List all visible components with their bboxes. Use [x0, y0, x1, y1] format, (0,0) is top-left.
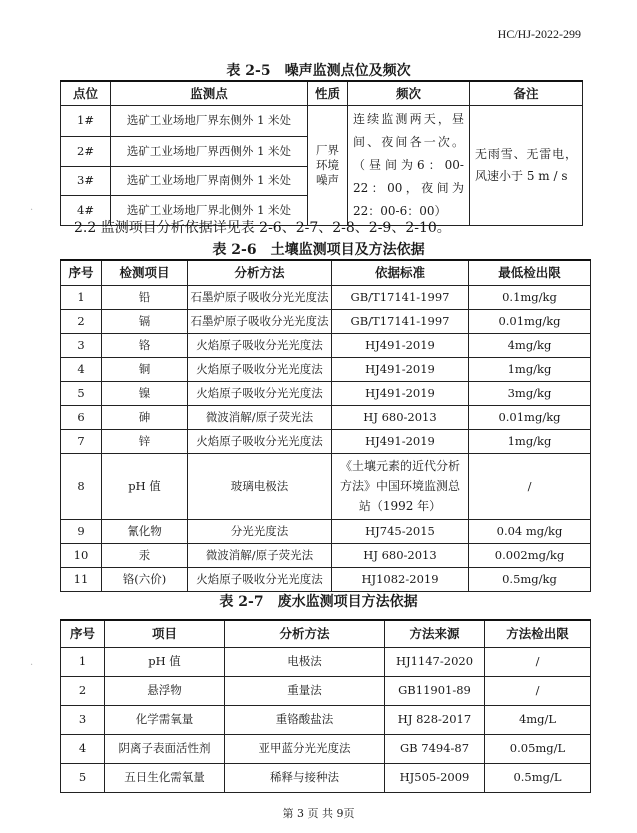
row-standard: HJ1082-2019	[332, 567, 469, 591]
point-id: 4#	[61, 196, 111, 225]
frequency-cell: 连续监测两天，昼间、夜间各一次。（昼间为6：00-22：00，夜间为22：00-6：00）	[348, 105, 470, 225]
scan-artifact: ·	[30, 205, 34, 216]
row-standard: HJ 680-2013	[332, 405, 469, 429]
row-item: 五日生化需氧量	[105, 763, 225, 792]
row-method: 石墨炉原子吸收分光光度法	[188, 309, 332, 333]
row-serial: 10	[61, 543, 102, 567]
point-id: 3#	[61, 166, 111, 195]
header-serial: 序号	[61, 620, 105, 647]
row-item: 化学需氧量	[105, 705, 225, 734]
header-detection-limit: 方法检出限	[485, 620, 591, 647]
row-method: 分光光度法	[188, 519, 332, 543]
section-paragraph: 2.2 监测项目分析依据详见表 2-6、2-7、2-8、2-9、2-10。	[74, 220, 451, 236]
nature-cell: 厂界环境噪声	[308, 105, 348, 225]
table-row	[61, 105, 583, 137]
row-limit: 0.002mg/kg	[469, 543, 591, 567]
row-serial: 6	[61, 405, 102, 429]
remark-cell: 无雨雪、无雷电，风速小于 5 m / s	[470, 105, 583, 225]
row-method: 微波消解/原子荧光法	[188, 543, 332, 567]
table-row	[61, 734, 591, 763]
row-limit: 1mg/kg	[469, 429, 591, 453]
header-remark: 备注	[470, 81, 583, 105]
row-serial: 3	[61, 333, 102, 357]
row-limit: 1mg/kg	[469, 357, 591, 381]
row-standard: HJ491-2019	[332, 333, 469, 357]
row-limit: 0.1mg/kg	[469, 285, 591, 309]
row-limit: 3mg/kg	[469, 381, 591, 405]
row-method: 电极法	[225, 647, 385, 676]
table-row	[61, 381, 591, 405]
row-item: 铬	[102, 333, 188, 357]
row-limit: 0.05mg/L	[485, 734, 591, 763]
header-standard: 依据标准	[332, 260, 469, 285]
row-serial: 3	[61, 705, 105, 734]
table-row	[61, 429, 591, 453]
point-location: 选矿工业场地厂界南侧外 1 米处	[111, 166, 308, 195]
row-item: 阴离子表面活性剂	[105, 734, 225, 763]
header-method: 分析方法	[188, 260, 332, 285]
table-2-5-caption: 表 2-5 噪声监测点位及频次	[226, 63, 411, 79]
row-standard: GB/T17141-1997	[332, 285, 469, 309]
header-frequency: 频次	[348, 81, 470, 105]
page-footer: 第 3 页 共 9页	[282, 807, 355, 820]
table-row	[61, 676, 591, 705]
row-limit: /	[469, 453, 591, 519]
row-serial: 7	[61, 429, 102, 453]
header-item: 检测项目	[102, 260, 188, 285]
row-item: 铜	[102, 357, 188, 381]
row-standard: HJ491-2019	[332, 357, 469, 381]
row-item: 铬(六价)	[102, 567, 188, 591]
row-method: 火焰原子吸收分光光度法	[188, 381, 332, 405]
header-method: 分析方法	[225, 620, 385, 647]
header-monitoring-point: 监测点	[111, 81, 308, 105]
row-source: HJ1147-2020	[385, 647, 485, 676]
row-method: 火焰原子吸收分光光度法	[188, 333, 332, 357]
row-limit: 0.5mg/kg	[469, 567, 591, 591]
row-limit: 0.01mg/kg	[469, 309, 591, 333]
row-method: 玻璃电极法	[188, 453, 332, 519]
row-method: 石墨炉原子吸收分光光度法	[188, 285, 332, 309]
row-method: 火焰原子吸收分光光度法	[188, 357, 332, 381]
row-standard: 《土壤元素的近代分析方法》中国环境监测总站（1992 年）	[332, 453, 469, 519]
header-detection-limit: 最低检出限	[469, 260, 591, 285]
row-item: pH 值	[102, 453, 188, 519]
header-serial: 序号	[61, 260, 102, 285]
header-nature: 性质	[308, 81, 348, 105]
wastewater-monitoring-table	[60, 619, 591, 793]
row-limit: 0.04 mg/kg	[469, 519, 591, 543]
row-serial: 1	[61, 285, 102, 309]
document-code: HC/HJ-2022-299	[497, 27, 581, 41]
header-source: 方法来源	[385, 620, 485, 647]
row-serial: 9	[61, 519, 102, 543]
row-serial: 4	[61, 734, 105, 763]
scan-artifact: ·	[30, 660, 34, 671]
point-id: 1#	[61, 105, 111, 137]
table-row	[61, 333, 591, 357]
row-source: GB 7494-87	[385, 734, 485, 763]
table-row	[61, 705, 591, 734]
row-limit: 0.01mg/kg	[469, 405, 591, 429]
row-serial: 2	[61, 309, 102, 333]
row-limit: 0.5mg/L	[485, 763, 591, 792]
row-limit: 4mg/kg	[469, 333, 591, 357]
table-row	[61, 567, 591, 591]
row-item: 氰化物	[102, 519, 188, 543]
table-row	[61, 453, 591, 519]
point-id: 2#	[61, 137, 111, 166]
row-source: GB11901-89	[385, 676, 485, 705]
row-standard: HJ 680-2013	[332, 543, 469, 567]
row-item: 镍	[102, 381, 188, 405]
row-method: 稀释与接种法	[225, 763, 385, 792]
soil-monitoring-table	[60, 259, 591, 592]
row-serial: 8	[61, 453, 102, 519]
row-limit: /	[485, 676, 591, 705]
row-method: 火焰原子吸收分光光度法	[188, 567, 332, 591]
row-item: pH 值	[105, 647, 225, 676]
table-row	[61, 543, 591, 567]
row-serial: 11	[61, 567, 102, 591]
row-method: 重铬酸盐法	[225, 705, 385, 734]
row-serial: 2	[61, 676, 105, 705]
row-item: 砷	[102, 405, 188, 429]
row-standard: HJ491-2019	[332, 381, 469, 405]
row-standard: HJ745-2015	[332, 519, 469, 543]
row-method: 微波消解/原子荧光法	[188, 405, 332, 429]
row-serial: 5	[61, 381, 102, 405]
row-source: HJ 828-2017	[385, 705, 485, 734]
row-standard: GB/T17141-1997	[332, 309, 469, 333]
row-serial: 1	[61, 647, 105, 676]
table-row	[61, 309, 591, 333]
noise-monitoring-table	[60, 80, 583, 226]
row-method: 火焰原子吸收分光光度法	[188, 429, 332, 453]
row-source: HJ505-2009	[385, 763, 485, 792]
table-2-7-caption: 表 2-7 废水监测项目方法依据	[219, 594, 418, 610]
table-2-6-caption: 表 2-6 土壤监测项目及方法依据	[212, 242, 425, 258]
row-serial: 5	[61, 763, 105, 792]
row-standard: HJ491-2019	[332, 429, 469, 453]
row-limit: 4mg/L	[485, 705, 591, 734]
table-row	[61, 285, 591, 309]
table-row	[61, 357, 591, 381]
row-item: 悬浮物	[105, 676, 225, 705]
row-item: 镉	[102, 309, 188, 333]
row-item: 铅	[102, 285, 188, 309]
row-method: 重量法	[225, 676, 385, 705]
row-item: 汞	[102, 543, 188, 567]
header-item: 项目	[105, 620, 225, 647]
table-row	[61, 519, 591, 543]
point-location: 选矿工业场地厂界北侧外 1 米处	[111, 196, 308, 225]
point-location: 选矿工业场地厂界西侧外 1 米处	[111, 137, 308, 166]
row-serial: 4	[61, 357, 102, 381]
row-limit: /	[485, 647, 591, 676]
table-row	[61, 405, 591, 429]
table-row	[61, 763, 591, 792]
row-method: 亚甲蓝分光光度法	[225, 734, 385, 763]
row-item: 锌	[102, 429, 188, 453]
header-point-no: 点位	[61, 81, 111, 105]
point-location: 选矿工业场地厂界东侧外 1 米处	[111, 105, 308, 137]
table-row	[61, 647, 591, 676]
